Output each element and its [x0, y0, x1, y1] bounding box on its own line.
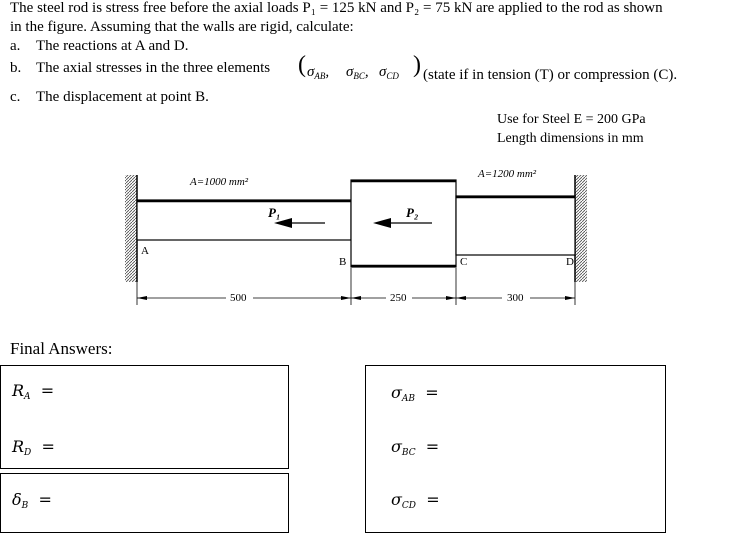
point-a-label: A — [141, 245, 149, 257]
item-c-marker: c. — [10, 89, 21, 105]
stress-bc-label: $\sigma_{BC}$ = — [391, 437, 440, 458]
dimension-ab-label: 500 — [230, 292, 247, 304]
dimension-cd-label: 300 — [507, 292, 524, 304]
point-d-label: D — [566, 256, 574, 268]
item-c-text: The displacement at point B. — [36, 89, 209, 105]
item-b-text: The axial stresses in the three elements — [36, 60, 271, 76]
final-answers-heading: Final Answers: — [10, 339, 113, 358]
stress-ab-label: $\sigma_{AB}$ = — [391, 383, 439, 404]
reaction-d-label: $R_D$ = — [12, 437, 55, 458]
displacement-b-label: $\delta_B$ = — [12, 490, 52, 511]
open-paren: ( — [298, 52, 306, 78]
reaction-a-label: $R_A$ = — [12, 381, 55, 402]
sigma-ab-symbol: $\sigma_{AB}$, — [307, 64, 330, 81]
point-b-label: B — [339, 256, 347, 268]
item-a-text: The reactions at A and D. — [36, 38, 189, 54]
stress-state-note: (state if in tension (T) or compression (C). — [423, 67, 678, 83]
dimension-bc-label: 250 — [390, 292, 407, 304]
area-right-label: A=1200 mm² — [478, 168, 537, 180]
stress-cd-label: $\sigma_{CD}$ = — [391, 490, 440, 511]
left-wall — [125, 175, 137, 282]
load-p2-label: P₂ — [406, 205, 419, 220]
area-left-label: A=1000 mm² — [190, 176, 249, 188]
right-wall — [575, 175, 587, 282]
figure-note-modulus: Use for Steel E = 200 GPa — [497, 112, 646, 127]
item-a-marker: a. — [10, 38, 21, 54]
load-p1-label: P₁ — [268, 205, 281, 220]
close-paren: ) — [413, 52, 421, 78]
problem-line-2: in the figure. Assuming that the walls are rigid, calculate: — [10, 19, 354, 35]
sigma-bc-symbol: $\sigma_{BC}$, — [346, 64, 369, 81]
sigma-cd-symbol: $\sigma_{CD}$ — [379, 64, 399, 81]
point-c-label: C — [460, 256, 468, 268]
segment-ab — [137, 200, 351, 240]
problem-line-1: The steel rod is stress free before the axial loads P₁ = 125 kN and P₂ = 75 kN are applied to the rod as shown — [10, 0, 663, 16]
segment-cd — [456, 196, 575, 255]
item-b-marker: b. — [10, 60, 22, 76]
figure-note-units: Length dimensions in mm — [497, 131, 644, 146]
